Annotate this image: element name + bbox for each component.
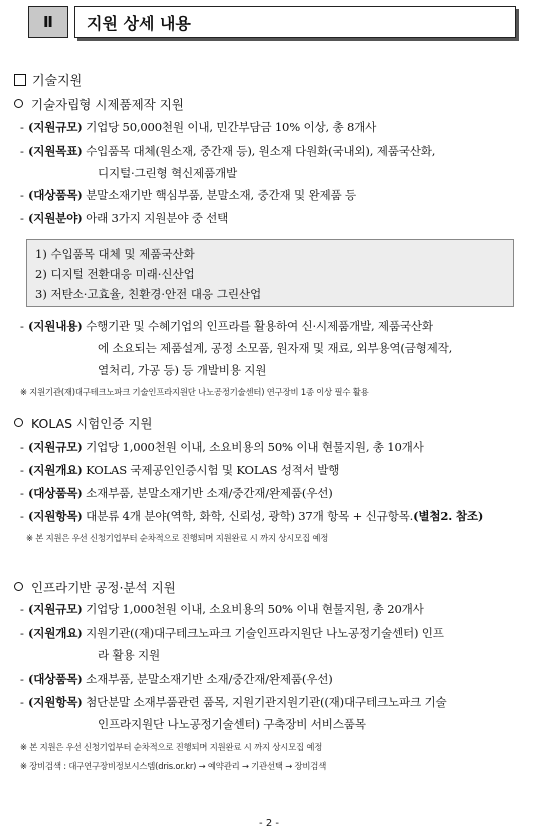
checkbox-square-icon <box>14 74 26 86</box>
note: ※ 본 지원은 우선 신청기업부터 순차적으로 진행되며 지원완료 시 까지 상시모집 예정 <box>26 533 329 543</box>
list-item: - (지원개요) KOLAS 국제공인인증시험 및 KOLAS 성적서 발행 <box>20 463 340 477</box>
program-title-2: KOLAS 시험인증 지원 <box>14 414 153 432</box>
list-item: - (지원규모) 기업당 50,000천원 이내, 민간부담금 10% 이상, 총 8개사 <box>20 120 377 134</box>
program-title-1: 기술자립형 시제품제작 지원 <box>14 95 184 113</box>
list-item: 3) 저탄소·고효율, 친환경·안전 대응 그린산업 <box>35 287 262 301</box>
support-field-box <box>26 239 514 307</box>
circle-bullet-icon <box>14 582 23 591</box>
heading-tech-support: 기술지원 <box>14 70 82 89</box>
program-title-3: 인프라기반 공정·분석 지원 <box>14 578 176 596</box>
list-item: - (지원내용) 수행기관 및 수혜기업의 인프라를 활용하여 신·시제품개발, 제품국산화 에 소요되는 제품설계, 공정 소모품, 원자재 및 재료, 외부용역(금형제작, 열처리, 가공 등) 등 개발비용 지원 <box>20 319 453 377</box>
section-number: Ⅱ <box>28 6 68 38</box>
list-item: 2) 디지털 전환대응 미래·신산업 <box>35 267 195 281</box>
list-item: - (지원목표) 수입품목 대체(원소재, 중간재 등), 원소재 다원화(국내외), 제품국산화, 디지털·그린형 혁신제품개발 <box>20 144 436 180</box>
list-item: - (대상품목) 소재부품, 분말소재기반 소재/중간재/완제품(우선) <box>20 486 333 500</box>
list-item: - (지원분야) 아래 3가지 지원분야 중 선택 <box>20 211 229 225</box>
circle-bullet-icon <box>14 99 23 108</box>
list-item: - (대상품목) 분말소재기반 핵심부품, 분말소재, 중간재 및 완제품 등 <box>20 188 356 202</box>
section-header <box>28 6 516 38</box>
list-item: - (지원규모) 기업당 1,000천원 이내, 소요비용의 50% 이내 현물지원, 총 10개사 <box>20 440 424 454</box>
circle-bullet-icon <box>14 418 23 427</box>
section-title: 지원 상세 내용 <box>74 6 516 38</box>
list-item: - (대상품목) 소재부품, 분말소재기반 소재/중간재/완제품(우선) <box>20 672 333 686</box>
note: ※ 장비검색 : 대구연구장비정보시스템(dris.or.kr) → 예약관리 → 기관선택 → 장비검색 <box>20 761 327 771</box>
note: ※ 본 지원은 우선 신청기업부터 순차적으로 진행되며 지원완료 시 까지 상시모집 예정 <box>20 742 323 752</box>
list-item: - (지원항목) 대분류 4개 분야(역학, 화학, 신뢰성, 광학) 37개 항목 + 신규항목.(별첨2. 참조) <box>20 509 484 523</box>
list-item: - (지원규모) 기업당 1,000천원 이내, 소요비용의 50% 이내 현물지원, 총 20개사 <box>20 602 424 616</box>
note: ※ 지원기관(재)대구테크노파크 기술인프라지원단 나노공정기술센터) 연구장비 1종 이상 필수 활용 <box>20 387 369 397</box>
list-item: 1) 수입품목 대체 및 제품국산화 <box>35 247 195 261</box>
page-number: - 2 - <box>259 818 279 829</box>
list-item: - (지원개요) 지원기관((재)대구테크노파크 기술인프라지원단 나노공정기술센터) 인프 라 활용 지원 <box>20 626 444 662</box>
list-item: - (지원항목) 첨단분말 소재부품관련 품목, 지원기관지원기관((재)대구테크노파크 기술 인프라지원단 나노공정기술센터) 구축장비 서비스품목 <box>20 695 447 731</box>
